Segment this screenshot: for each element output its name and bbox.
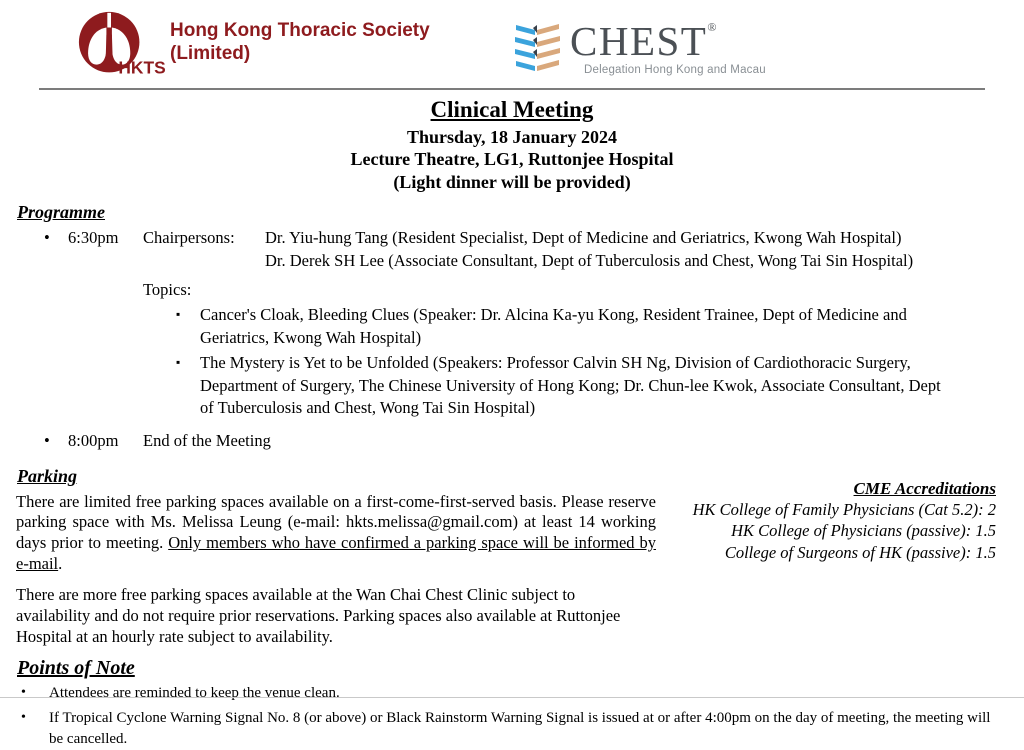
society-name <box>170 19 430 65</box>
chest-wordmark <box>570 21 766 62</box>
hkts-logo-abbr: HKTS <box>118 57 165 77</box>
parking-paragraph-1 <box>16 492 656 575</box>
hkts-society-logo-icon <box>76 11 168 77</box>
parking-paragraph-2: There are more free parking spaces available at the Wan Chai Chest Clinic subject to availability and do not require prior reservations. Parking spaces also available at Ruttonjee Hospital at an hourly rate subject to availability. <box>16 585 624 647</box>
bullet-icon: • <box>21 708 49 750</box>
cme-item: HK College of Family Physicians (Cat 5.2): 2 <box>668 499 996 520</box>
registered-mark-icon: ® <box>707 20 716 34</box>
session-end-label: End of the Meeting <box>143 430 271 453</box>
cme-item: HK College of Physicians (passive): 1.5 <box>668 520 996 541</box>
square-bullet-icon: ▪ <box>176 352 200 420</box>
programme-section <box>0 202 1024 453</box>
points-of-note-section <box>0 657 1024 750</box>
society-name-line1: Hong Kong Thoracic Society <box>170 19 430 42</box>
parking-cme-section <box>0 466 1024 647</box>
note-text: Attendees are reminded to keep the venue clean. <box>49 683 994 704</box>
cme-heading: CME Accreditations <box>854 479 996 499</box>
cme-column <box>668 479 1024 647</box>
chairperson-item: Dr. Derek SH Lee (Associate Consultant, Dept of Tuberculosis and Chest, Wong Tai Sin Hospital) <box>265 250 965 273</box>
page-bottom-edge <box>0 697 1024 698</box>
chairpersons-label: Chairpersons: <box>143 227 265 273</box>
parking-para1-period: . <box>58 554 62 573</box>
event-venue: Lecture Theatre, LG1, Ruttonjee Hospital <box>0 148 1024 170</box>
session-end-time: 8:00pm <box>68 430 143 453</box>
event-date: Thursday, 18 January 2024 <box>0 126 1024 148</box>
parking-para1-text: There are limited free parking spaces available on a first-come-first-served basis. Please reserve parking space with Ms. Melissa Leung (e-mail: hkts.melissa@gmail.com) at least 14 working days prior to meeting. <box>16 492 656 552</box>
chairpersons-list <box>265 227 965 273</box>
bullet-icon: • <box>21 683 49 704</box>
bullet-icon: • <box>44 227 68 273</box>
session-start-time: 6:30pm <box>68 227 143 273</box>
points-of-note-heading: Points of Note <box>17 657 1024 680</box>
chest-wordmark-text: CHEST <box>570 18 707 64</box>
event-title: Clinical Meeting <box>431 97 594 123</box>
cme-item: College of Surgeons of HK (passive): 1.5 <box>668 542 996 563</box>
chairperson-item: Dr. Yiu-hung Tang (Resident Specialist, Dept of Medicine and Geriatrics, Kwong Wah Hospital) <box>265 227 965 250</box>
event-title-block <box>0 90 1024 193</box>
parking-column <box>0 466 668 647</box>
society-name-line2: (Limited) <box>170 42 430 65</box>
parking-heading: Parking <box>17 466 668 487</box>
event-dinner-note: (Light dinner will be provided) <box>0 171 1024 193</box>
note-item <box>0 683 1024 704</box>
chest-logo <box>514 21 766 76</box>
chest-logo-text <box>570 21 766 76</box>
topics-label: Topics: <box>143 279 1024 302</box>
topics-block <box>143 279 1024 420</box>
note-item <box>0 708 1024 750</box>
document-header <box>0 0 1024 88</box>
square-bullet-icon: ▪ <box>176 304 200 350</box>
topic-item <box>143 352 1024 420</box>
programme-session-start-row <box>0 227 1024 273</box>
parking-para1-underlined: Only members who have confirmed a parking space will be informed by e-mail <box>16 533 656 573</box>
programme-heading: Programme <box>17 202 1024 223</box>
topic-item <box>143 304 1024 350</box>
chest-ribcage-icon <box>514 24 561 74</box>
chest-tagline: Delegation Hong Kong and Macau <box>570 64 766 76</box>
topic-text: Cancer's Cloak, Bleeding Clues (Speaker: Dr. Alcina Ka-yu Kong, Resident Trainee, Dept of Medicine and Geriatrics, Kwong Wah Hospital) <box>200 304 952 350</box>
programme-session-end-row <box>0 430 1024 453</box>
note-text: If Tropical Cyclone Warning Signal No. 8 (or above) or Black Rainstorm Warning Signal is issued at or after 4:00pm on the day of meeting, the meeting will be cancelled. <box>49 708 994 750</box>
bullet-icon: • <box>44 430 68 453</box>
topic-text: The Mystery is Yet to be Unfolded (Speakers: Professor Calvin SH Ng, Division of Cardiothoracic Surgery, Department of Surgery, The Chinese University of Hong Kong; Dr. Chun-lee Kwok, Associate Consultant, Dept of Tuberculosis and Chest, Wong Tai Sin Hospital) <box>200 352 952 420</box>
